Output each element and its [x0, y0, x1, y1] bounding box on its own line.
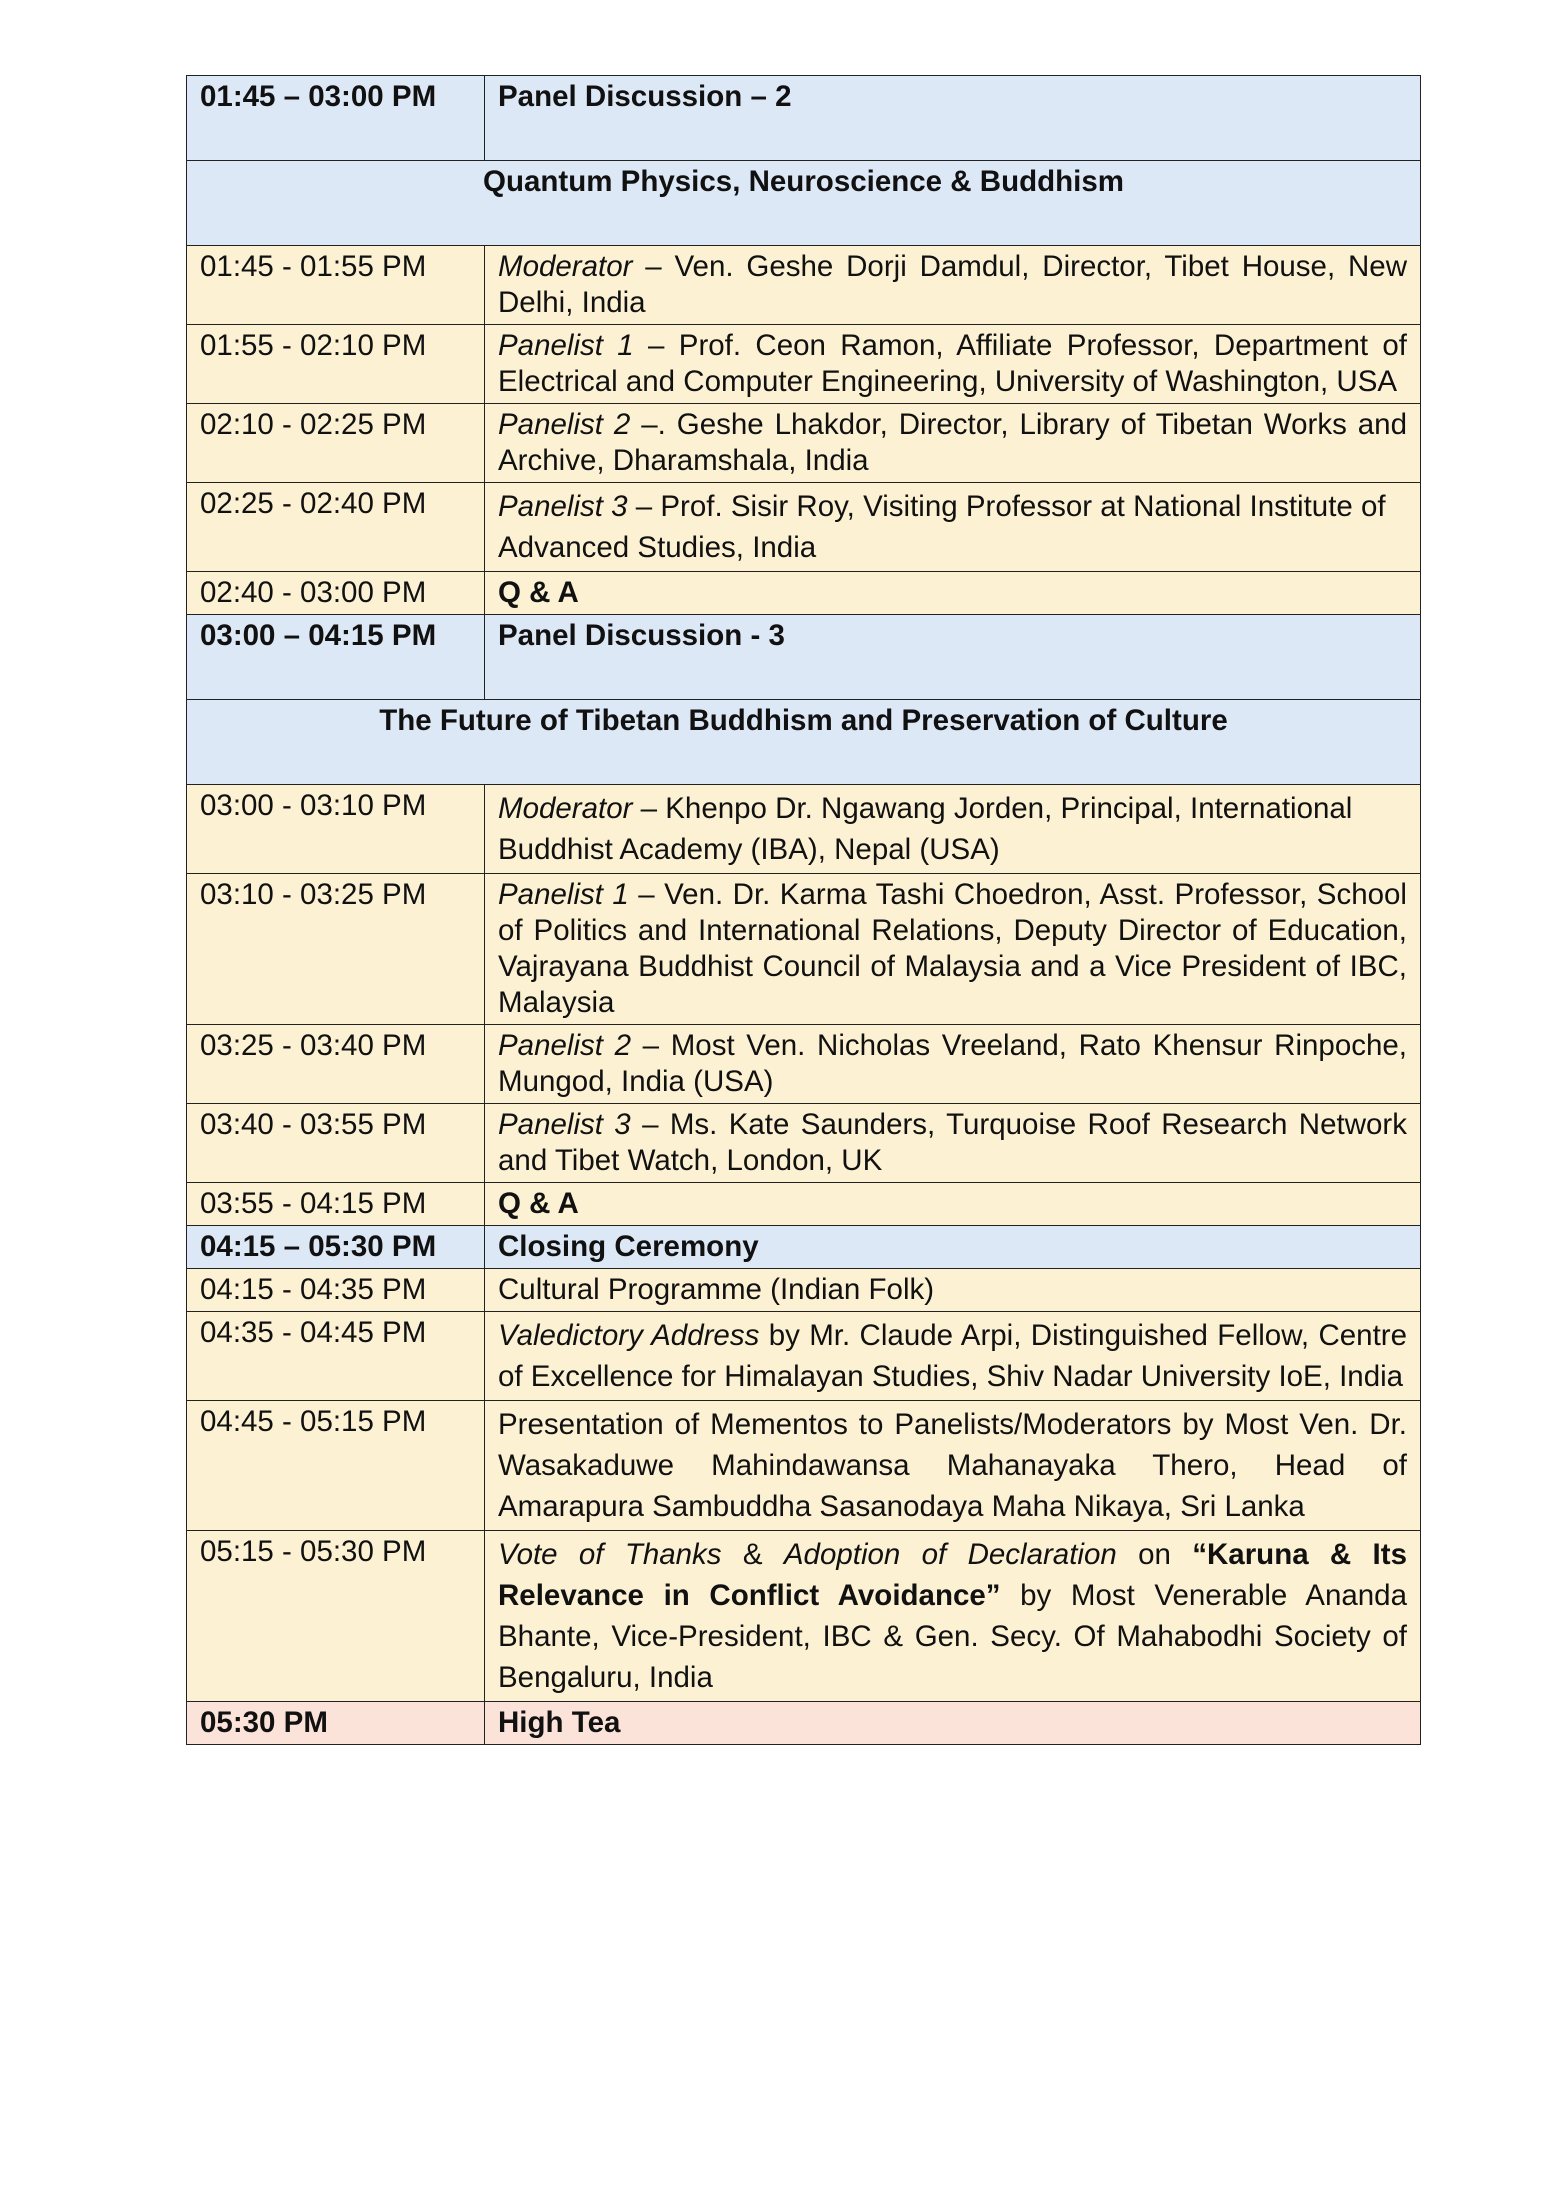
slot-time: 02:10 - 02:25 PM — [187, 404, 485, 483]
slot-role: Panelist 1 — [498, 878, 629, 911]
table-row — [187, 404, 1421, 483]
slot-time: 03:55 - 04:15 PM — [187, 1183, 485, 1226]
table-row — [187, 874, 1421, 1025]
slot-role: Panelist 2 — [498, 1029, 632, 1062]
slot-description — [485, 483, 1421, 572]
table-row — [187, 1183, 1421, 1226]
slot-text: Presentation of Mementos to Panelists/Moderators by Most Ven. Dr. Wasakaduwe Mahindawansa Mahanayaka Thero, Head of Amarapura Sambuddha Sasanodaya Maha Nikaya, Sri Lanka — [485, 1401, 1421, 1531]
slot-text: on — [1116, 1538, 1193, 1571]
slot-role: Panelist 2 — [498, 408, 631, 441]
slot-description — [485, 1312, 1421, 1401]
slot-description — [485, 1025, 1421, 1104]
table-row — [187, 1104, 1421, 1183]
session-header-row — [187, 76, 1421, 161]
slot-text: –. Geshe Lhakdor, Director, Library of Tibetan Works and Archive, Dharamshala, India — [498, 408, 1407, 477]
slot-time: 01:55 - 02:10 PM — [187, 325, 485, 404]
slot-time: 03:25 - 03:40 PM — [187, 1025, 485, 1104]
session-header-row — [187, 615, 1421, 700]
slot-time: 01:45 - 01:55 PM — [187, 246, 485, 325]
slot-text: – Ven. Dr. Karma Tashi Choedron, Asst. Professor, School of Politics and International Relations, Deputy Director of Education, Vajrayana Buddhist Council of Malaysia and a Vice President of IBC, Malaysia — [498, 878, 1407, 1019]
session-time: 01:45 – 03:00 PM — [187, 76, 485, 161]
slot-text: by Most Venerable Ananda Bhante, Vice-President, IBC & Gen. Secy. Of Mahabodhi Society of Bengaluru, India — [498, 1579, 1407, 1694]
table-row — [187, 1269, 1421, 1312]
slot-description — [485, 246, 1421, 325]
session-title-row — [187, 161, 1421, 246]
slot-description — [485, 404, 1421, 483]
slot-text: – Ven. Geshe Dorji Damdul, Director, Tibet House, New Delhi, India — [498, 250, 1407, 319]
slot-time: 03:10 - 03:25 PM — [187, 874, 485, 1025]
slot-time: 03:40 - 03:55 PM — [187, 1104, 485, 1183]
session-title: The Future of Tibetan Buddhism and Preservation of Culture — [187, 700, 1421, 785]
slot-time: 03:00 - 03:10 PM — [187, 785, 485, 874]
slot-role: Panelist 1 — [498, 329, 634, 362]
slot-description — [485, 325, 1421, 404]
slot-role: Panelist 3 — [498, 1108, 631, 1141]
slot-text: Cultural Programme (Indian Folk) — [485, 1269, 1421, 1312]
table-row — [187, 325, 1421, 404]
session-time: 03:00 – 04:15 PM — [187, 615, 485, 700]
slot-text: – Most Ven. Nicholas Vreeland, Rato Khensur Rinpoche, Mungod, India (USA) — [498, 1029, 1407, 1098]
session-label: Closing Ceremony — [485, 1226, 1421, 1269]
slot-time: 05:30 PM — [187, 1702, 485, 1745]
table-row — [187, 1531, 1421, 1702]
table-row — [187, 1025, 1421, 1104]
table-row — [187, 1401, 1421, 1531]
session-header-row — [187, 1226, 1421, 1269]
table-row — [187, 483, 1421, 572]
session-time: 04:15 – 05:30 PM — [187, 1226, 485, 1269]
session-title-row — [187, 700, 1421, 785]
slot-text: by Mr. Claude Arpi, Distinguished Fellow, Centre of Excellence for Himalayan Studies, Shiv Nadar University IoE, India — [498, 1319, 1407, 1393]
table-row — [187, 1312, 1421, 1401]
slot-text: – Prof. Sisir Roy, Visiting Professor at National Institute of Advanced Studies, India — [498, 490, 1386, 564]
table-row — [187, 1702, 1421, 1745]
slot-description — [485, 874, 1421, 1025]
slot-label: High Tea — [485, 1702, 1421, 1745]
slot-text: – Prof. Ceon Ramon, Affiliate Professor, Department of Electrical and Computer Engineering, University of Washington, USA — [498, 329, 1407, 398]
slot-role: Valedictory Address — [498, 1319, 760, 1352]
slot-time: 04:15 - 04:35 PM — [187, 1269, 485, 1312]
session-label: Panel Discussion – 2 — [485, 76, 1421, 161]
table-row — [187, 785, 1421, 874]
slot-description — [485, 1104, 1421, 1183]
slot-text: – Ms. Kate Saunders, Turquoise Roof Research Network and Tibet Watch, London, UK — [498, 1108, 1407, 1177]
slot-description — [485, 785, 1421, 874]
slot-role: Moderator — [498, 792, 633, 825]
slot-time: 04:45 - 05:15 PM — [187, 1401, 485, 1531]
declaration-title: “Karuna & Its Relevance in Conflict Avoidance” — [498, 1538, 1407, 1612]
session-title: Quantum Physics, Neuroscience & Buddhism — [187, 161, 1421, 246]
slot-time: 02:25 - 02:40 PM — [187, 483, 485, 572]
qa-label: Q & A — [485, 1183, 1421, 1226]
slot-description — [485, 1531, 1421, 1702]
table-row — [187, 572, 1421, 615]
slot-text: – Khenpo Dr. Ngawang Jorden, Principal, International Buddhist Academy (IBA), Nepal (USA) — [498, 792, 1353, 866]
slot-role: Adoption of Declaration — [783, 1538, 1117, 1571]
qa-label: Q & A — [485, 572, 1421, 615]
slot-role: Vote of Thanks — [498, 1538, 722, 1571]
slot-role: Moderator — [498, 250, 633, 283]
schedule-table — [186, 75, 1421, 1745]
session-label: Panel Discussion - 3 — [485, 615, 1421, 700]
table-row — [187, 246, 1421, 325]
slot-time: 02:40 - 03:00 PM — [187, 572, 485, 615]
slot-time: 04:35 - 04:45 PM — [187, 1312, 485, 1401]
slot-text: & — [721, 1538, 784, 1571]
slot-role: Panelist 3 — [498, 490, 628, 523]
slot-time: 05:15 - 05:30 PM — [187, 1531, 485, 1702]
